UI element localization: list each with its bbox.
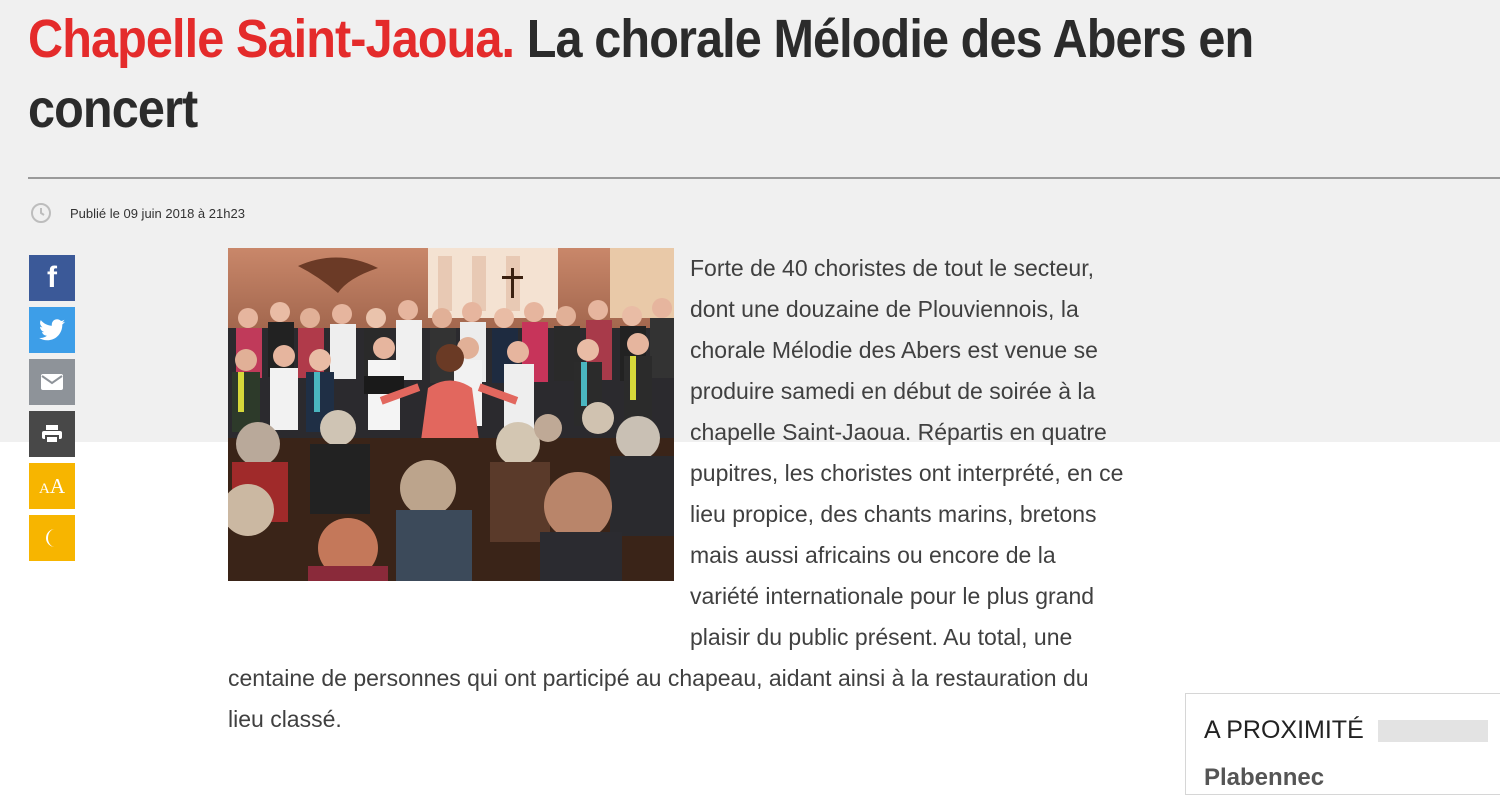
publish-meta xyxy=(30,202,245,224)
proximity-widget xyxy=(1185,693,1500,795)
twitter-share-button[interactable] xyxy=(29,307,75,353)
print-icon xyxy=(41,424,63,444)
print-button[interactable] xyxy=(29,411,75,457)
night-mode-icon xyxy=(41,527,63,549)
article-headline xyxy=(28,4,1351,144)
article-body: Forte de 40 choristes de tout le secteur, dont une douzaine de Plouviennois, la chorale Mélodie des Abers est venue se produire samedi en début de soirée à la chapelle Saint-Jaoua. Répartis en quatre pupitres, les choristes ont interprété, en ce lieu propice, des chants marins, bretons mais aussi africains ou encore de la variété internationale pour le plus grand plaisir du public présent. Au total, une centaine de personnes qui ont participé au chapeau, aidant ainsi à la restauration du lieu classé. xyxy=(228,255,1124,732)
proximity-title: A PROXIMITÉ xyxy=(1204,716,1364,744)
share-toolbar xyxy=(29,255,75,561)
proximity-title-bar xyxy=(1378,720,1488,742)
article-body-container xyxy=(228,248,1128,740)
font-size-small-glyph: A xyxy=(38,480,50,497)
night-mode-button[interactable] xyxy=(29,515,75,561)
email-share-button[interactable] xyxy=(29,359,75,405)
facebook-share-button[interactable] xyxy=(29,255,75,301)
facebook-icon: f xyxy=(47,261,57,294)
headline-title: La chorale Mélodie des Abers en concert xyxy=(28,9,1254,139)
headline-divider xyxy=(28,177,1500,179)
font-size-button[interactable] xyxy=(29,463,75,509)
clock-icon xyxy=(30,202,52,224)
mail-icon xyxy=(40,373,64,391)
proximity-item[interactable]: Plabennec xyxy=(1204,764,1325,791)
font-size-big-glyph: A xyxy=(49,473,65,498)
twitter-icon xyxy=(39,319,65,341)
proximity-header xyxy=(1204,716,1488,745)
publish-date: Publié le 09 juin 2018 à 21h23 xyxy=(70,205,245,221)
photo-wrap-space xyxy=(228,248,690,640)
headline-kicker: Chapelle Saint-Jaoua. xyxy=(28,9,515,69)
font-size-icon xyxy=(39,474,65,499)
